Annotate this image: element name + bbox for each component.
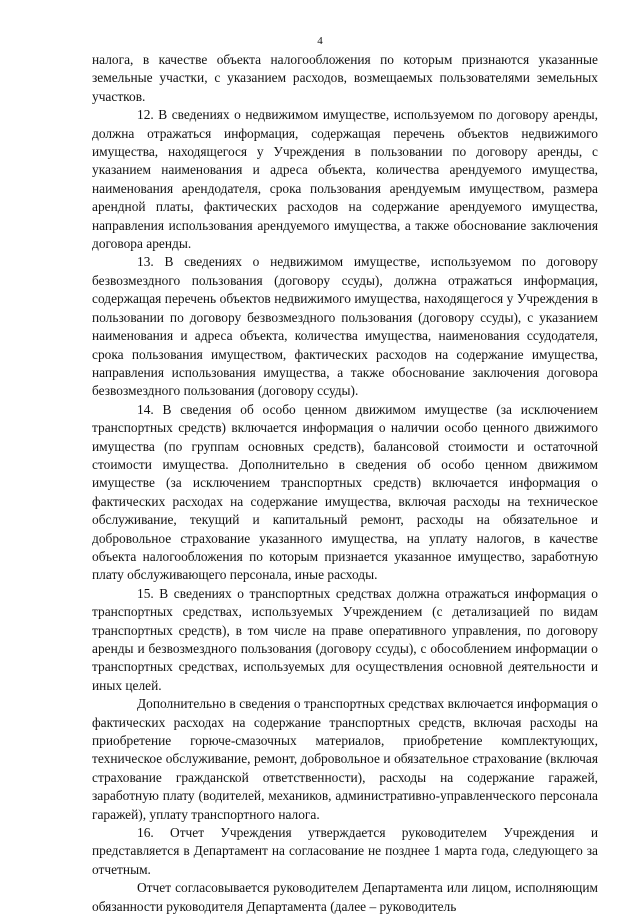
paragraph-12: 12. В сведениях о недвижимом имуществе, используемом по договору аренды, должна отражаться информация, содержащая перечень объектов недвижимого имущества, находящегося у Учреждения в пользовании по договору аренды, с указанием наименования и адреса объекта, количества арендуемого имущества, наименования арендодателя, срока пользования арендуемым имуществом, размера арендной платы, фактических расходов на содержание арендуемого имущества, направления использования арендуемого имущества, а также обоснование заключения договора аренды. — [92, 107, 598, 252]
paragraph-14: 14. В сведения об особо ценном движимом имуществе (за исключением транспортных средств) включается информация о наличии особо ценного движимого имущества (по группам основных средств), балансовой стоимости и остаточной стоимости имущества. Дополнительно в сведения об особо ценном движимом имуществе (за исключением транспортных средств) включается информация о фактических расходах на содержание имущества, включая расходы на техническое обслуживание, текущий и капитальный ремонт, расходы на обязательное и добровольное страхование указанного имущества, на уплату налогов, в качестве объекта налогообложения по которым признается указанное имущество, заработную плату обслуживающего персонала, иные расходы. — [92, 401, 598, 583]
paragraph-16: 16. Отчет Учреждения утверждается руководителем Учреждения и представляется в Департамент на согласование не позднее 1 марта года, следующего за отчетным. — [92, 825, 598, 877]
paragraph-continuation: налога, в качестве объекта налогообложения по которым признаются указанные земельные участки, с указанием расходов, возмещаемых пользователями земельных участков. — [92, 52, 598, 104]
paragraph-15: 15. В сведениях о транспортных средствах должна отражаться информация о транспортных средствах, используемых Учреждением (с детализацией по видам транспортных средств), в том числе на праве оперативного управления, по договору аренды и безвозмездного пользования (договору ссуды), с обособлением информации о транспортных средствах, используемых для осуществления основной деятельности и иных целей. — [92, 585, 598, 693]
paragraph-13: 13. В сведениях о недвижимом имуществе, используемом по договору безвозмездного пользования (договору ссуды), должна отражаться информация, содержащая перечень объектов недвижимого имущества, находящегося у Учреждения в пользовании по договору безвозмездного пользования (договору ссуды), с указанием наименования и адреса объекта, количества имущества, наименования ссудодателя, срока пользования имуществом, фактических расходов на содержание имущества, направления использования имущества, а также обоснование заключения договора безвозмездного пользования (договору ссуды). — [92, 254, 598, 399]
page-number: 4 — [317, 35, 323, 47]
paragraph-16-approval: Отчет согласовывается руководителем Департамента или лицом, исполняющим обязанности руководителя Департамента (далее – руководитель — [92, 880, 598, 914]
paragraph-15-additional: Дополнительно в сведения о транспортных средствах включается информация о фактических расходах на содержание транспортных средств, включая расходы на приобретение горюче-смазочных материалов, приобретение комплектующих, техническое обслуживание, ремонт, добровольное и обязательное страхование (включая страхование гражданской ответственности), расходы на содержание гаражей, заработную плату (водителей, механиков, административно-управленческого персонала гаражей), уплату транспортного налога. — [92, 696, 598, 822]
document-body — [92, 51, 598, 916]
